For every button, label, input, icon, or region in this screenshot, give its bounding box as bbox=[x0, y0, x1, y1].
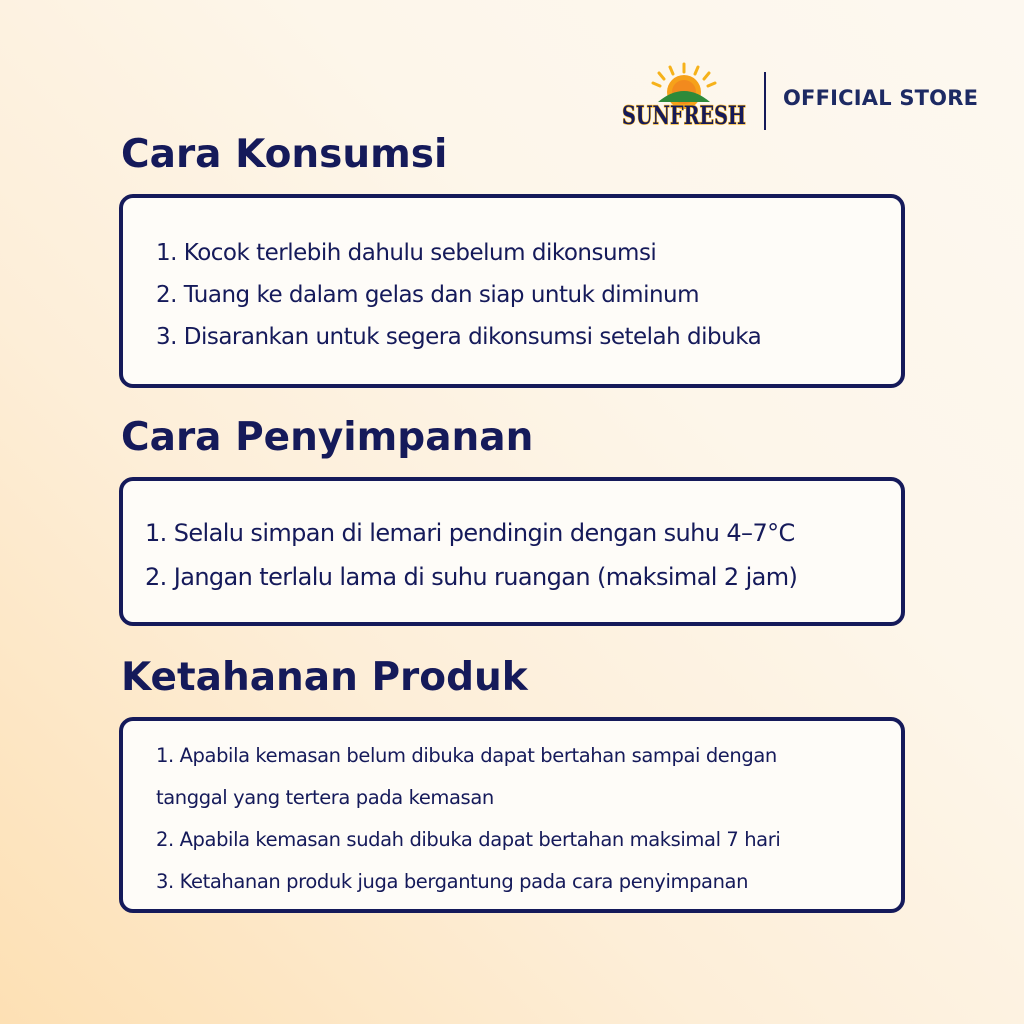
list-item: 1. Selalu simpan di lemari pendingin dengan suhu 4–7°C bbox=[145, 519, 795, 547]
list-item: 3. Disarankan untuk segera dikonsumsi setelah dibuka bbox=[156, 324, 762, 350]
section-title-ketahanan-produk: Ketahanan Produk bbox=[121, 655, 528, 700]
list-item: 2. Jangan terlalu lama di suhu ruangan (maksimal 2 jam) bbox=[145, 563, 798, 591]
list-item: 1. Kocok terlebih dahulu sebelum dikonsumsi bbox=[156, 240, 657, 266]
svg-text:SUNFRESH: SUNFRESH bbox=[622, 101, 746, 130]
section-title-cara-konsumsi: Cara Konsumsi bbox=[121, 132, 448, 177]
list-item: tanggal yang tertera pada kemasan bbox=[156, 786, 494, 809]
official-store-label: OFFICIAL STORE bbox=[783, 86, 979, 110]
list-item: 2. Tuang ke dalam gelas dan siap untuk diminum bbox=[156, 282, 700, 308]
list-item: 2. Apabila kemasan sudah dibuka dapat bertahan maksimal 7 hari bbox=[156, 828, 781, 851]
store-header bbox=[618, 62, 988, 134]
cara-penyimpanan-card bbox=[119, 477, 905, 626]
section-title-cara-penyimpanan: Cara Penyimpanan bbox=[121, 415, 534, 460]
list-item: 1. Apabila kemasan belum dibuka dapat bertahan sampai dengan bbox=[156, 744, 777, 767]
sunfresh-logo bbox=[618, 62, 750, 134]
header-divider bbox=[764, 72, 766, 130]
list-item: 3. Ketahanan produk juga bergantung pada cara penyimpanan bbox=[156, 870, 749, 893]
ketahanan-produk-card bbox=[119, 717, 905, 913]
cara-konsumsi-card bbox=[119, 194, 905, 388]
